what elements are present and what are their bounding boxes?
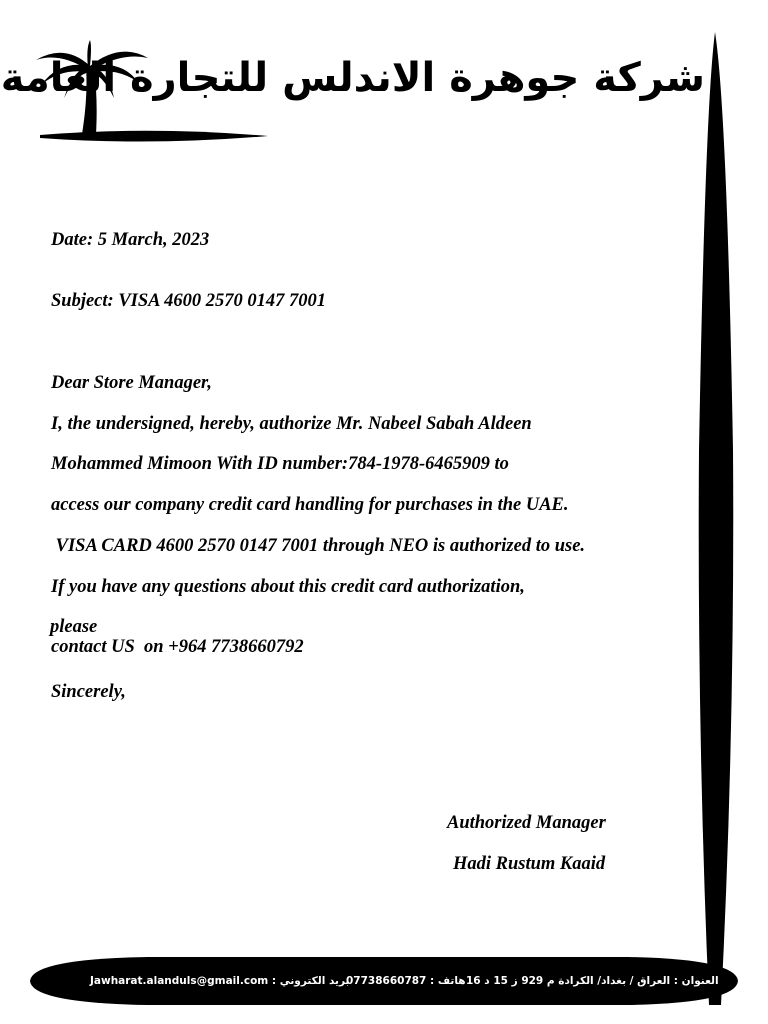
letter-date: Date: 5 March, 2023 [51,230,210,250]
letter-closing: Sincerely, [51,682,126,702]
signatory-title: Authorized Manager [447,813,606,833]
body-line: please [50,617,98,637]
body-line: access our company credit card handling for purchases in the UAE. [51,495,569,515]
body-line: If you have any questions about this credit card authorization, [51,577,525,597]
letter-salutation: Dear Store Manager, [51,373,212,393]
body-line: Mohammed Mimoon With ID number:784-1978-6465909 to [51,454,509,474]
letter-subject: Subject: VISA 4600 2570 0147 7001 [51,291,326,311]
footer-address: العنوان : العراق / بغداد/ الكرادة م 929 ز 15 د 16 [466,975,719,987]
body-line: VISA CARD 4600 2570 0147 7001 through NEO is authorized to use. [51,536,586,556]
body-line: contact US on +964 7738660792 [51,637,304,657]
decorative-side-stripe [695,30,739,1010]
footer-email: بريد الكتروني : Jawharat.alanduls@gmail.com [90,975,350,987]
company-name-arabic: شركة جوهرة الاندلس للتجارة العامة [0,55,705,101]
signatory-name: Hadi Rustum Kaaid [453,854,606,874]
body-line: I, the undersigned, hereby, authorize Mr. Nabeel Sabah Aldeen [51,414,532,434]
footer-phone: هاتف : 07738660787 [346,975,466,987]
